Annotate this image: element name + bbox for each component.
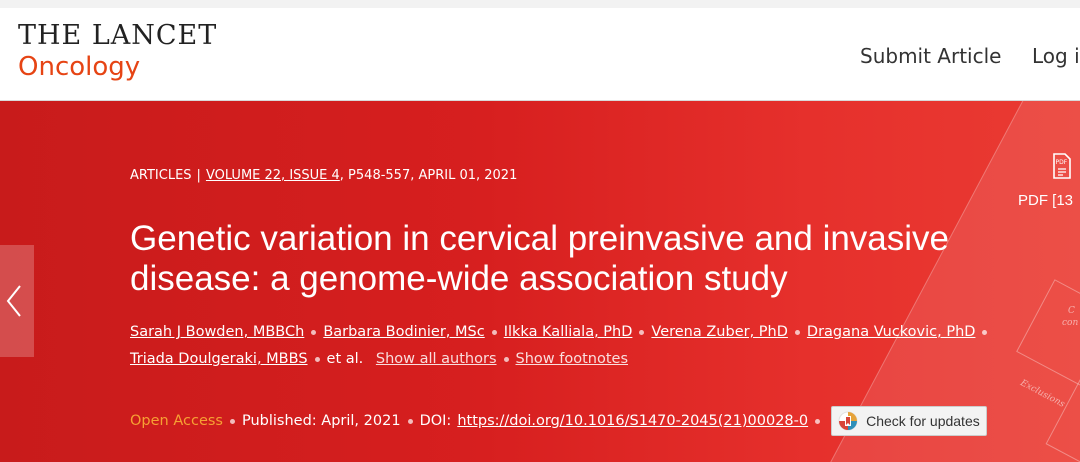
show-footnotes-link[interactable]: Show footnotes	[515, 351, 629, 367]
publication-row	[130, 406, 987, 436]
author-link[interactable]: Barbara Bodinier, MSc	[323, 324, 485, 340]
abstract-text: Exclusions	[1018, 378, 1067, 410]
chevron-left-icon	[0, 245, 34, 357]
check-for-updates-button[interactable]	[831, 406, 987, 436]
svg-text:PDF: PDF	[1055, 159, 1068, 166]
article-hero	[0, 101, 1080, 462]
nav-login[interactable]: Log i	[1032, 44, 1080, 68]
abstract-text: C	[1068, 306, 1075, 316]
nav-submit-article[interactable]: Submit Article	[860, 44, 1002, 68]
previous-article-button[interactable]	[0, 245, 34, 357]
published-date: Published: April, 2021	[241, 413, 401, 429]
open-access-badge: Open Access	[130, 413, 223, 429]
logo-the-lancet: THE LANCET	[18, 20, 218, 51]
abstract-text: con	[1062, 318, 1079, 328]
author-link[interactable]: Sarah J Bowden, MBBCh	[130, 324, 305, 340]
site-header	[0, 8, 1080, 101]
author-link[interactable]: Verena Zuber, PhD	[651, 324, 788, 340]
article-meta: ARTICLES | VOLUME 22, ISSUE 4, P548-557, APRIL 01, 2021	[130, 168, 518, 183]
doi-label: DOI:	[419, 413, 452, 429]
article-type: ARTICLES	[130, 168, 192, 183]
pdf-download-link[interactable]: PDF [13	[1018, 192, 1074, 209]
check-for-updates-label: Check for updates	[866, 413, 980, 429]
author-link[interactable]: Dragana Vuckovic, PhD	[806, 324, 976, 340]
author-list	[130, 319, 1050, 373]
volume-issue-link[interactable]: VOLUME 22, ISSUE 4	[205, 168, 340, 183]
et-al: et al.	[326, 351, 364, 367]
crossmark-icon	[838, 411, 858, 431]
doi-link[interactable]: https://doi.org/10.1016/S1470-2045(21)00028-0	[457, 413, 809, 429]
journal-logo[interactable]	[18, 20, 217, 82]
pdf-icon[interactable]	[1052, 153, 1072, 183]
top-strip	[0, 0, 1080, 8]
logo-oncology: Oncology	[18, 52, 141, 82]
author-link[interactable]: Triada Doulgeraki, MBBS	[130, 351, 308, 367]
author-link[interactable]: Ilkka Kalliala, PhD	[503, 324, 633, 340]
pages-date: , P548-557, APRIL 01, 2021	[339, 168, 518, 183]
show-all-authors-link[interactable]: Show all authors	[375, 351, 497, 367]
article-title: Genetic variation in cervical preinvasive and invasive disease: a genome-wide association study	[130, 219, 950, 298]
